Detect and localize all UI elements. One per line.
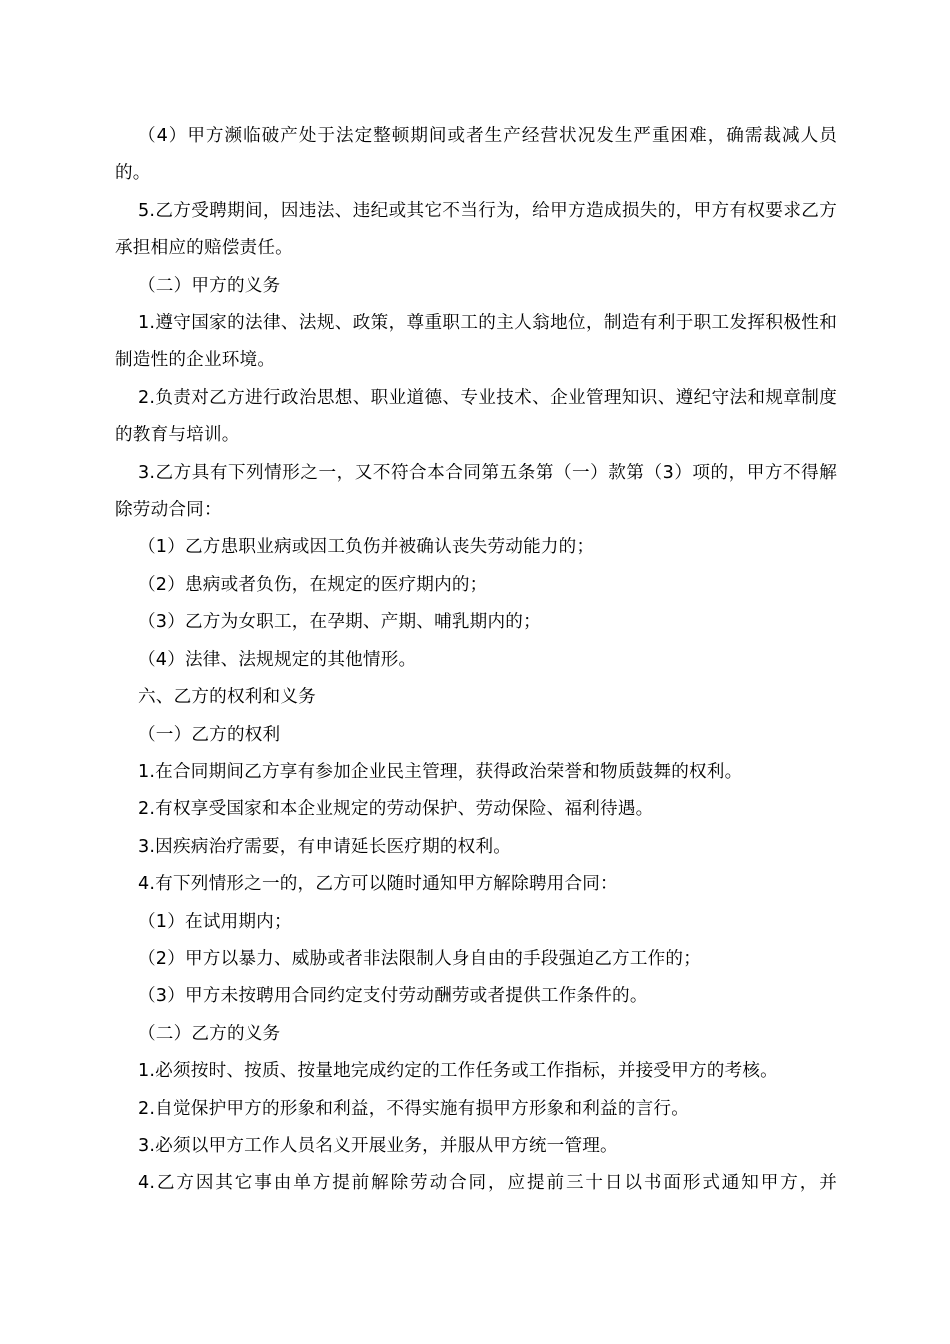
paragraph-obligation-2: 2.负责对乙方进行政治思想、职业道德、专业技术、企业管理知识、遵纪守法和规章制度的教育与培训。 — [115, 387, 837, 446]
list-item-case-1: （1）乙方患职业病或因工负伤并被确认丧失劳动能力的； — [138, 537, 595, 558]
paragraph-clause-4-bankruptcy: （4）甲方濒临破产处于法定整顿期间或者生产经营状况发生严重困难，确需裁减人员的。 — [115, 126, 837, 184]
heading-party-b-obligations: （二）乙方的义务 — [138, 1023, 281, 1044]
paragraph-right-1: 1.在合同期间乙方享有参加企业民主管理，获得政治荣誉和物质鼓舞的权利。 — [138, 761, 743, 782]
paragraph-b-obligation-1: 1.必须按时、按质、按量地完成约定的工作任务或工作指标，并接受甲方的考核。 — [138, 1061, 778, 1082]
heading-party-b-rights: （一）乙方的权利 — [138, 724, 281, 745]
list-item-case-3: （3）乙方为女职工，在孕期、产期、哺乳期内的； — [138, 612, 541, 633]
paragraph-clause-5-compensation: 5.乙方受聘期间，因违法、违纪或其它不当行为，给甲方造成损失的，甲方有权要求乙方承担相应的赔偿责任。 — [115, 200, 837, 259]
heading-party-a-obligations: （二）甲方的义务 — [138, 275, 281, 296]
paragraph-b-obligation-4: 4.乙方因其它事由单方提前解除劳动合同，应提前三十日以书面形式通知甲方，并 — [138, 1173, 837, 1194]
document-body — [115, 118, 837, 1203]
list-item-termination-2: （2）甲方以暴力、威胁或者非法限制人身自由的手段强迫乙方工作的； — [138, 948, 702, 969]
paragraph-right-4: 4.有下列情形之一的，乙方可以随时通知甲方解除聘用合同： — [138, 874, 618, 895]
paragraph-obligation-1: 1.遵守国家的法律、法规、政策，尊重职工的主人翁地位，制造有利于职工发挥积极性和制造性的企业环境。 — [115, 313, 837, 371]
list-item-case-4: （4）法律、法规规定的其他情形。 — [138, 649, 417, 670]
list-item-termination-3: （3）甲方未按聘用合同约定支付劳动酬劳或者提供工作条件的。 — [138, 986, 648, 1007]
paragraph-right-3: 3.因疾病治疗需要，有申请延长医疗期的权利。 — [138, 836, 512, 857]
section-heading-six: 六、乙方的权利和义务 — [138, 687, 316, 708]
paragraph-b-obligation-2: 2.自觉保护甲方的形象和利益，不得实施有损甲方形象和利益的言行。 — [138, 1098, 690, 1119]
paragraph-obligation-3: 3.乙方具有下列情形之一，又不符合本合同第五条第（一）款第（3）项的，甲方不得解除劳动合同： — [115, 462, 837, 521]
paragraph-b-obligation-3: 3.必须以甲方工作人员名义开展业务，并服从甲方统一管理。 — [138, 1135, 618, 1156]
list-item-case-2: （2）患病或者负伤，在规定的医疗期内的； — [138, 574, 488, 595]
paragraph-right-2: 2.有权享受国家和本企业规定的劳动保护、劳动保险、福利待遇。 — [138, 799, 654, 820]
list-item-termination-1: （1）在试用期内； — [138, 911, 292, 932]
